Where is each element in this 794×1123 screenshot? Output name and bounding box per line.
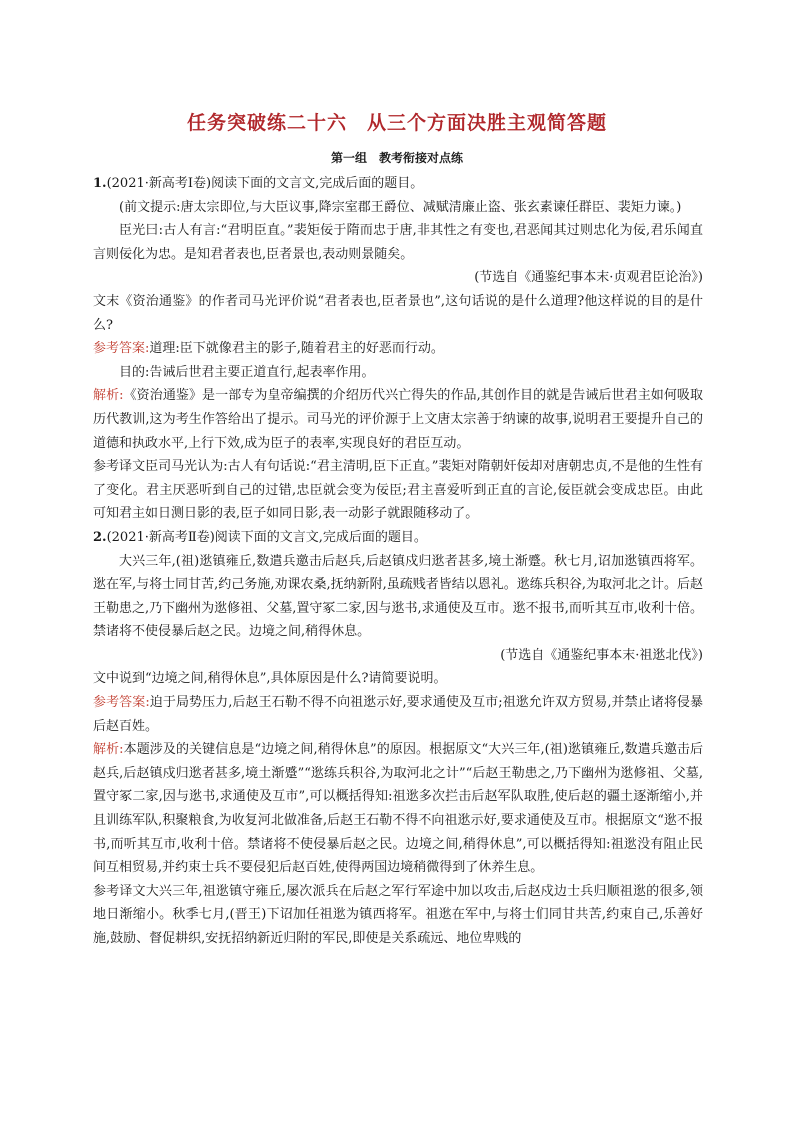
question-1-passage: 臣光曰:古人有言:“君明臣直。”裴矩佞于隋而忠于唐,非其性之有变也,君恶闻其过则忠化为佞,君乐闻直言则佞化为忠。是知君者表也,臣者景也,表动则景随矣。	[93, 223, 703, 262]
page-title: 任务突破练二十六 从三个方面决胜主观简答题	[186, 112, 607, 134]
question-2-source: (节选自《通鉴纪事本末·祖逖北伐》)	[500, 647, 703, 663]
question-2-answer: 参考答案:迫于局势压力,后赵王石勒不得不向祖逖示好,要求通使及互市;祖逖允许双方贸易,并禁止诸将侵暴后赵百姓。	[93, 695, 703, 734]
question-2-analysis: 解析:本题涉及的关键信息是“边境之间,稍得休息”的原因。根据原文“大兴三年,(祖)逖镇雍丘,数遣兵邀击后赵兵,后赵镇戍归逖者甚多,境土渐蹙”“逖练兵积谷,为取河北之计”“后赵王勒患之,乃下幽州为逖修祖、父墓,置守冢二家,因与逖书,求通使及互市”,可以概括得知:祖逖多次拦击后赵军队取胜,使后赵的疆土逐渐缩小,并且训练军队,积聚粮食,为收复河北做准备,后赵王石勒不得不向祖逖示好,要求通使及互市。根据原文“逖不报书,而听其互市,收利十倍。禁诸将不使侵暴后赵之民。边境之间,稍得休息”,可以概括得知:祖逖没有阻止民间互相贸易,并约束士兵不要侵犯后赵百姓,使得两国边境稍微得到了休养生息。	[93, 742, 703, 876]
question-1-source: (节选自《通鉴纪事本末·贞观君臣论治》)	[474, 270, 703, 286]
question-1-hint: (前文提示:唐太宗即位,与大臣议事,降宗室郡王爵位、减赋清廉止盗、张玄素谏任群臣、裴矩力谏。)	[119, 199, 682, 215]
question-1-analysis: 解析:《资治通鉴》是一部专为皇帝编撰的介绍历代兴亡得失的作品,其创作目的就是告诫后世君主如何吸取历代教训,这为考生作答给出了提示。司马光的评价源于上文唐太宗善于纳谏的故事,说明君王要提升自己的道德和执政水平,上行下效,成为臣子的表率,实现良好的君臣互动。	[93, 388, 703, 451]
question-1-answer-2: 目的:告诫后世君主要正道直行,起表率作用。	[119, 364, 375, 380]
question-number: 2.	[93, 529, 107, 545]
question-1-answer: 参考答案:道理:臣下就像君主的影子,随着君主的好恶而行动。	[93, 341, 444, 357]
question-2-question: 文中说到“边境之间,稍得休息”,具体原因是什么?请简要说明。	[93, 671, 447, 687]
analysis-label: 解析:	[93, 742, 124, 758]
question-2-stem: 2.(2021·新高考Ⅱ卷)阅读下面的文言文,完成后面的题目。	[93, 529, 427, 545]
question-1-question: 文末《资治通鉴》的作者司马光评价说“君者表也,臣者景也”,这句话说的是什么道理?他这样说的目的是什么?	[93, 293, 703, 333]
question-1-stem: 1.(2021·新高考Ⅰ卷)阅读下面的文言文,完成后面的题目。	[93, 176, 424, 191]
question-number: 1.	[93, 176, 107, 191]
section-subtitle: 第一组 教考衔接对点练	[330, 151, 463, 165]
analysis-label: 解析:	[93, 388, 124, 404]
question-2-passage: 大兴三年,(祖)逖镇雍丘,数遣兵邀击后赵兵,后赵镇戍归逖者甚多,境土渐蹙。秋七月,诏加逖镇西将军。逖在军,与将士同甘苦,约己务施,劝课农桑,抚纳新附,虽疏贱者皆结以恩礼。逖练兵积谷,为取河北之计。后赵王勒患之,乃下幽州为逖修祖、父墓,置守冢二家,因与逖书,求通使及互市。逖不报书,而听其互市,收利十倍。禁诸将不使侵暴后赵之民。边境之间,稍得休息。	[93, 553, 703, 640]
answer-label: 参考答案:	[93, 695, 150, 711]
answer-label: 参考答案:	[93, 341, 150, 357]
document-body	[93, 172, 703, 951]
question-1-translation: 参考译文臣司马光认为:古人有句话说:“君主清明,臣下正直。”裴矩对隋朝奸佞却对唐朝忠贞,不是他的生性有了变化。君主厌恶听到自己的过错,忠臣就会变为佞臣;君主喜爱听到正直的言论,佞臣就会变成忠臣。由此可知君主如日测日影的表,臣子如同日影,表一动影子就跟随移动了。	[93, 459, 703, 522]
question-2-translation: 参考译文大兴三年,祖逖镇守雍丘,屡次派兵在后赵之军行军途中加以攻击,后赵戍边士兵归顺祖逖的很多,领地日渐缩小。秋季七月,(晋王)下诏加任祖逖为镇西将军。祖逖在军中,与将士们同甘共苦,约束自己,乐善好施,鼓励、督促耕织,安抚招纳新近归附的军民,即使是关系疏远、地位卑贱的	[93, 883, 703, 946]
